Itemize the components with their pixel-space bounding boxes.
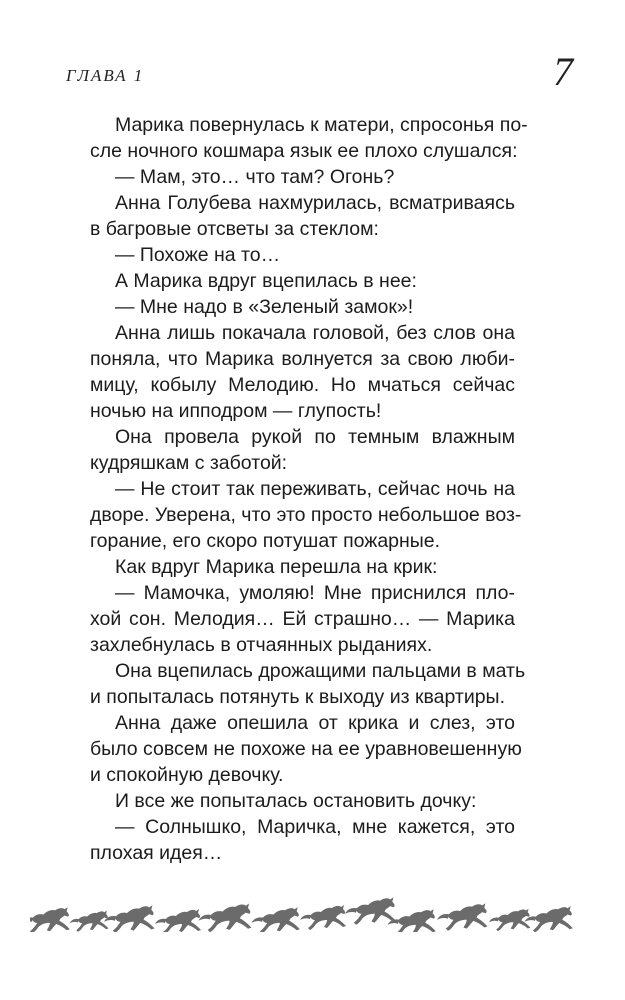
- text-line: захлебнулась в отчаянных рыданиях.: [90, 634, 433, 656]
- galloping-horses-band-icon: [30, 888, 595, 932]
- horse-icon: [437, 903, 488, 931]
- page-number: 7: [553, 49, 573, 94]
- horse-icon: [155, 909, 201, 932]
- text-line: хой сон. Мелодия… Ей страшно… — Марика: [90, 608, 515, 630]
- text-line: в багровые отсветы за стеклом:: [90, 218, 379, 240]
- text-line: Она провела рукой по темным влажным: [115, 426, 515, 448]
- text-line: Анна даже опешила от крика и слез, это: [115, 712, 515, 734]
- text-line: — Мне надо в «Зеленый замок»!: [115, 296, 414, 318]
- text-line: поняла, что Марика волнуется за свою люби-: [90, 348, 515, 370]
- text-line: кудряшкам с заботой:: [90, 452, 288, 474]
- text-line: Она вцепилась дрожащими пальцами в мать: [115, 660, 526, 682]
- horse-icon: [104, 905, 155, 932]
- text-line: мицу, кобылу Мелодию. Но мчаться сейчас: [90, 374, 515, 396]
- text-line: плохая идея…: [90, 842, 223, 864]
- horse-icon: [300, 905, 346, 930]
- horse-icon: [30, 907, 70, 932]
- horse-icon: [489, 909, 530, 932]
- text-line: сле ночного кошмара язык ее плохо слушался:: [90, 140, 518, 162]
- horse-icon: [70, 911, 109, 932]
- text-line: и спокойную девочку.: [90, 764, 284, 786]
- text-line: Как вдруг Марика перешла на крик:: [115, 556, 438, 578]
- horse-icon: [388, 909, 436, 932]
- chapter-label: ГЛАВА 1: [66, 66, 145, 85]
- horse-icon: [252, 907, 300, 932]
- text-line: А Марика вдруг вцепилась в нее:: [115, 270, 417, 292]
- chapter-text: [90, 112, 528, 866]
- text-line: — Мамочка, умоляю! Мне приснился пло-: [115, 582, 515, 604]
- text-line: Марика повернулась к матери, спросонья по-: [115, 114, 528, 136]
- horse-icon: [525, 906, 573, 932]
- text-line: — Мам, это… что там? Огонь?: [115, 166, 395, 188]
- text-line: было совсем не похоже на ее уравновешенную: [90, 738, 522, 760]
- text-line: Анна Голубева нахмурилась, всматриваясь: [115, 192, 515, 214]
- text-line: и попыталась потянуть к выходу из квартиры.: [90, 686, 505, 708]
- text-line: дворе. Уверена, что это просто небольшое воз-: [90, 504, 522, 526]
- text-line: И все же попыталась остановить дочку:: [115, 790, 477, 812]
- text-line: горание, его скоро потушат пожарные.: [90, 530, 441, 552]
- text-line: ночью на ипподром — глупость!: [90, 400, 382, 422]
- horse-icon: [345, 897, 396, 925]
- text-line: — Не стоит так переживать, сейчас ночь на: [115, 478, 515, 500]
- text-line: — Похоже на то…: [115, 244, 281, 266]
- horse-icon: [199, 903, 252, 932]
- text-line: Анна лишь покачала головой, без слов она: [115, 322, 515, 344]
- text-line: — Солнышко, Маричка, мне кажется, это: [115, 816, 515, 838]
